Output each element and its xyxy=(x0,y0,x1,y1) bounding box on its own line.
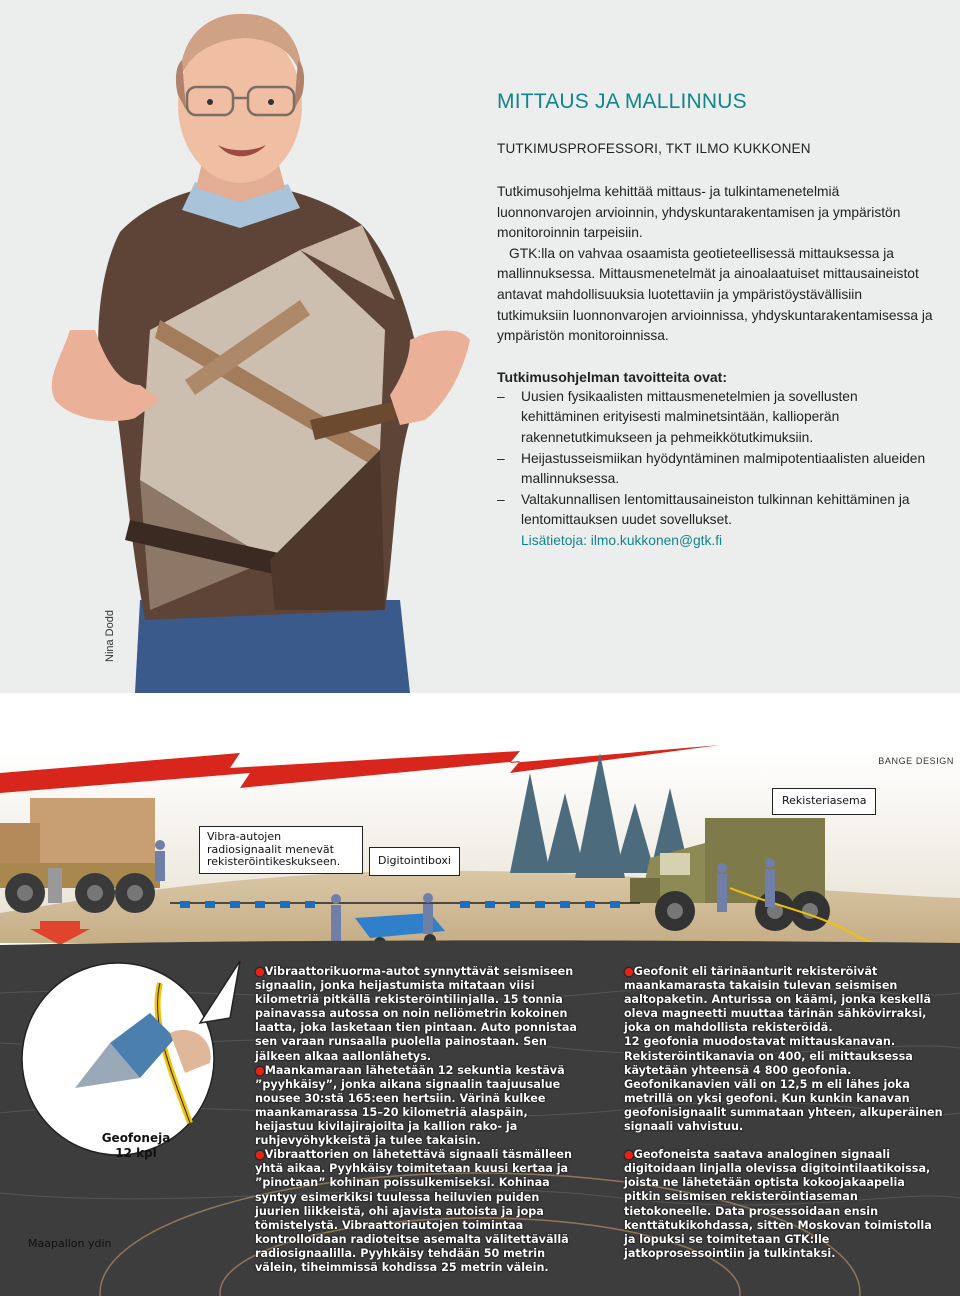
callout-recording-station: Rekisteriasema xyxy=(772,788,876,815)
earth-core-label: Maapallon ydin xyxy=(28,1237,112,1250)
bullet-icon: ● xyxy=(255,1063,265,1077)
design-credit: BANGE DESIGN xyxy=(878,756,954,766)
goals-heading: Tutkimusohjelman tavoitteita ovat: xyxy=(497,368,727,385)
paragraph-intro: Tutkimusohjelma kehittää mittaus- ja tulkintamenetelmiä luonnonvarojen arvioinnin, yhdyskuntarakentamisen ja ympäristön monitoroinnin tarpeisiin. xyxy=(497,184,901,241)
dash-marker: – xyxy=(497,491,505,507)
goal-item: – Uusien fysikaalisten mittausmenetelmien ja sovellusten kehittäminen erityisesti malminetsintään, kallioperän rakennetutkimukseen ja pehmeikkötutkimuksiin. xyxy=(497,388,858,445)
bullet-icon: ● xyxy=(624,965,634,978)
text-geophones: ●Geofonit eli tärinäanturit rekisteröivät maankamarasta takaisin tulevan seismisen aaltopaketin. Anturissa on käämi, jonka keskellä oleva magneetti muuttaa tärinän sähkövirraksi, joka on mahdollista rekisteröidä. xyxy=(624,965,932,1035)
goal-item: – Valtakunnallisen lentomittausaineiston tulkinnan kehittäminen ja lentomittauksen uudet sovellukset. xyxy=(497,491,910,528)
callout-vibra-radio: Vibra-autojen radiosignaalit menevät rekisteröintikeskukseen. xyxy=(199,826,363,874)
dash-marker: – xyxy=(497,388,505,404)
contact-link[interactable]: Lisätietoja: ilmo.kukkonen@gtk.fi xyxy=(521,532,723,548)
text-synchronization: ●Vibraattorien on lähetettävä signaali täsmälleen yhtä aikaa. Pyyhkäisy toimitetaan kuusi kertaa ja ”pinotaan” kohinan poissulkemiseksi. Kohinaa syntyy esimerkiksi tuulessa heiluvien puiden juurien liikkeistä, ohi ajavista autoista ja jopa tömistelystä. Vibraattoriautojen toimintaa kontrolloidaan radioteitse asemalta välitettävällä radiosignaalilla. Pyyhkäisy tehdään 50 metrin välein, tiheimmissä kohdissa 25 metrin välein. xyxy=(255,1148,572,1274)
page-title: MITTAUS JA MALLINNUS xyxy=(497,90,747,113)
bullet-icon: ● xyxy=(255,965,265,978)
portrait-photo xyxy=(0,0,480,693)
text-digitizing: ●Geofoneista saatava analoginen signaali digitoidaan linjalla olevissa digitointilaatikoissa, joista ne lähetetään optista kokoojakaapelia pitkin seismisen rekisteröintiaseman tietokoneelle. Data prosessoidaan ensin kenttätukikohdassa, sitten Moskovan toimistolla ja lopuksi se toimitetaan GTK:lle jatkoprosessointiin ja tulkintaksi. xyxy=(624,1148,932,1260)
seismic-diagram xyxy=(0,693,960,1296)
bullet-icon: ● xyxy=(255,1148,265,1162)
text-channels: 12 geofonia muodostavat mittauskanavan. Rekisteröintikanavia on 400, eli mittauksessa käytetään yhteensä 4 800 geofonia. Geofonikanavien väli on 12,5 m eli lähes joka metrillä on yksi geofoni. Kun kunkin kanavan geofonisignaalit summataan yhteen, alkuperäinen signaali vahvistuu. xyxy=(624,1035,943,1134)
bullet-icon: ● xyxy=(624,1148,634,1162)
diagram-text-left xyxy=(255,965,585,1275)
photo-credit: Nina Dodd xyxy=(104,610,116,662)
diagram-text-right xyxy=(624,965,944,1261)
article-text xyxy=(497,90,937,552)
text-vibrator-trucks: ●Vibraattorikuorma-autot synnyttävät seismiseen signaalin, jonka heijastumista mitataan viisi kilometriä pitkällä rekisteröintilinjalla. 15 tonnia painavassa autossa on noin neliömetrin kokoinen laatta, joka lasketaan tien pintaan. Auto ponnistaa sen varaan runsaalla puolella painostaan. Sen jälkeen alkaa aallonlähetys. xyxy=(255,965,577,1063)
text-sweep: ●Maankamaraan lähetetään 12 sekuntia kestävä ”pyyhkäisy”, jonka aikana signaalin taajuusalue nousee 30:stä 165:een hertsiin. Värinä kulkee maankamarassa 15–20 kilometriä alaspäin, heijastuu kivilajirajoilta ja kallion rako- ja ruhjevyöhykkeistä ja tulee takaisin. xyxy=(255,1063,565,1148)
author-line: TUTKIMUSPROFESSORI, TKT ILMO KUKKONEN xyxy=(497,141,811,156)
callout-digitizer: Digitointiboxi xyxy=(369,847,460,876)
goal-item: – Heijastusseismiikan hyödyntäminen malmipotentiaalisten alueiden mallinnuksessa. xyxy=(497,450,926,487)
dash-marker: – xyxy=(497,450,505,466)
paragraph-expertise: GTK:lla on vahvaa osaamista geotieteellisessä mittauksessa ja mallinnuksessa. Mittausmenetelmät ja ainoalaatuiset mittausaineistot antavat mahdollisuuksia luotettaviin ja ympäristöystävällisiin tutkimuksiin luonnonvarojen arvioinnissa, yhdyskuntarakentamisessa ja ympäristön monitoroinnissa. xyxy=(497,245,933,344)
geophone-label: Geofoneja 12 kpl xyxy=(101,1131,171,1160)
